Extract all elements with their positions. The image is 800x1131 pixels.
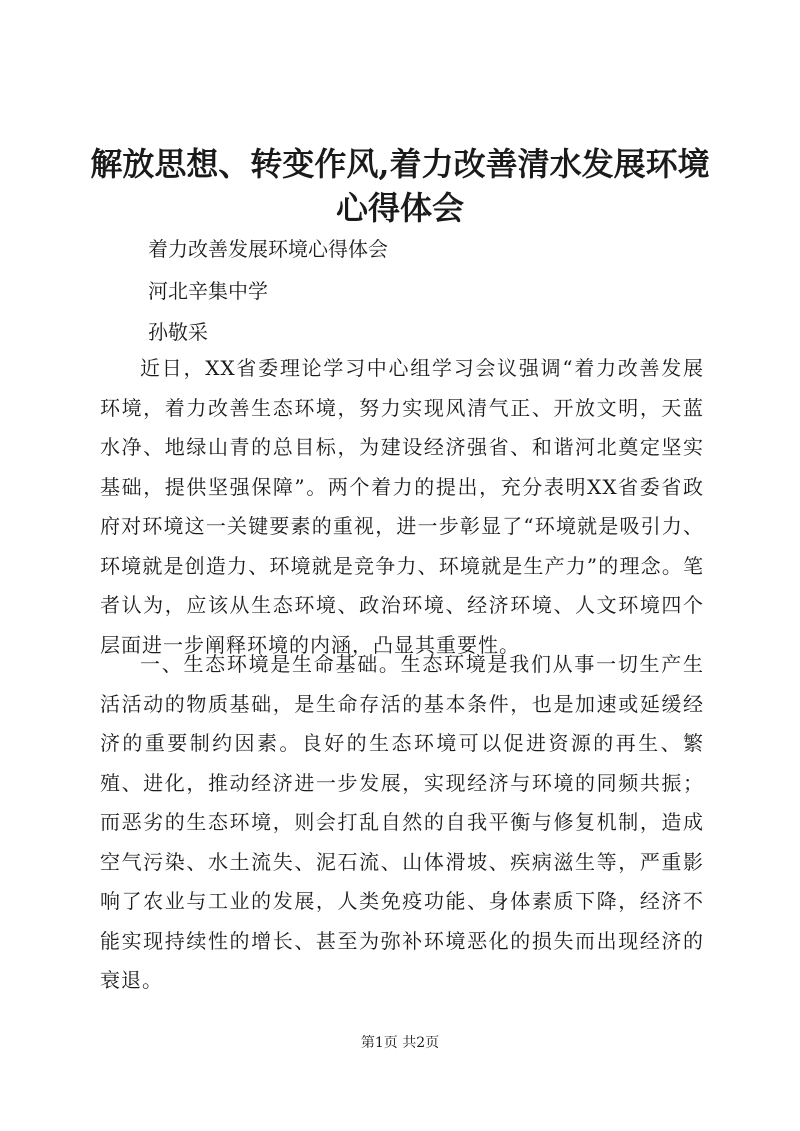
author-name: 孙敬采 <box>148 320 208 344</box>
body-paragraph: 一、生态环境是生命基础。生态环境是我们从事一切生产生活活动的物质基础，是生命存活的基本条件，也是加速或延缓经济的重要制约因素。良好的生态环境可以促进资源的再生、繁殖、进化，推动经济进一步发展，实现经济与环境的同频共振；而恶劣的生态环境，则会打乱自然的自我平衡与修复机制，造成空气污染、水土流失、泥石流、山体滑坡、疾病滋生等，严重影响了农业与工业的发展，人类免疫功能、身体素质下降，经济不能实现持续性的增长、甚至为弥补环境恶化的损失而出现经济的衰退。 <box>100 652 704 992</box>
page-footer: 第1页 共2页 <box>360 1035 440 1051</box>
document-subtitle: 着力改善发展环境心得体会 <box>148 237 388 261</box>
author-school: 河北辛集中学 <box>148 279 268 303</box>
body-paragraph: 近日，XX省委理论学习中心组学习会议强调“着力改善发展环境，着力改善生态环境，努力实现风清气正、开放文明，天蓝水净、地绿山青的总目标，为建设经济强省、和谐河北奠定坚实基础，提供坚强保障”。两个着力的提出，充分表明XX省委省政府对环境这一关键要素的重视，进一步彰显了“环境就是吸引力、环境就是创造力、环境就是竞争力、环境就是生产力”的理念。笔者认为，应该从生态环境、政治环境、经济环境、人文环境四个层面进一步阐释环境的内涵，凸显其重要性。 <box>100 356 704 657</box>
document-title-line-2: 心得体会 <box>335 189 464 227</box>
document-title-line-1: 解放思想、转变作风,着力改善清水发展环境 <box>90 145 710 183</box>
